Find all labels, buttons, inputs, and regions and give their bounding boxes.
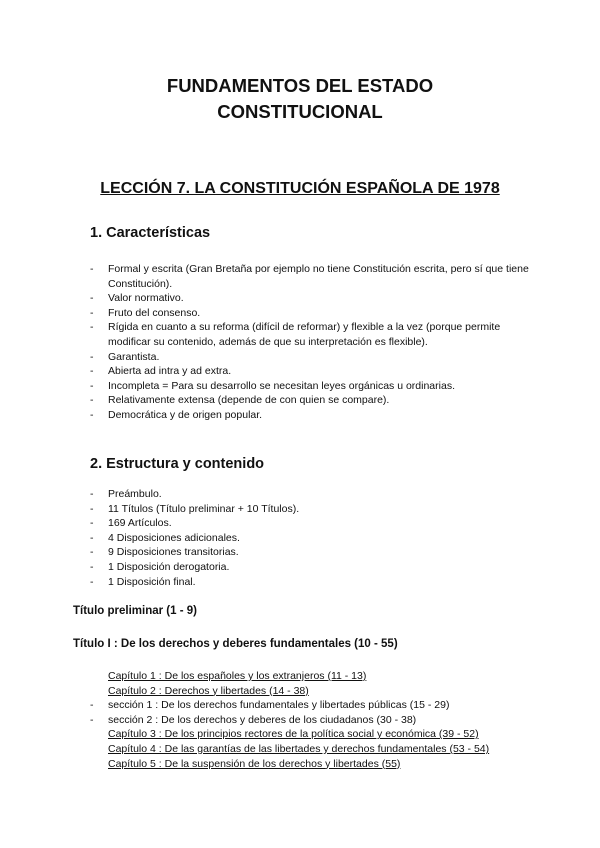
- titulo-preliminar: Título preliminar (1 - 9): [73, 605, 197, 617]
- titulo-1: Título I : De los derechos y deberes fundamentales (10 - 55): [73, 638, 398, 650]
- section-1-item: - sección 1 : De los derechos fundamentales y libertades públicas (15 - 29): [90, 699, 450, 712]
- list-item: - 1 Disposición derogatoria.: [90, 560, 230, 573]
- list-item: - Relativamente extensa (depende de con quien se compare).: [90, 394, 390, 407]
- list-item: - Formal y escrita (Gran Bretaña por ejemplo no tiene Constitución escrita, pero sí que tiene Constitución).: [90, 263, 529, 290]
- chapter-4-link[interactable]: Capítulo 4 : De las garantías de las libertades y derechos fundamentales (53 - 54): [108, 742, 490, 755]
- chapter-2-link[interactable]: Capítulo 2 : Derechos y libertades (14 - 38): [108, 684, 309, 697]
- section-1-heading: 1. Características: [90, 225, 211, 241]
- list-item: - 4 Disposiciones adicionales.: [90, 531, 240, 544]
- list-item: - Preámbulo.: [90, 488, 162, 500]
- chapter-1-link[interactable]: Capítulo 1 : De los españoles y los extranjeros (11 - 13): [108, 670, 367, 682]
- list-item: - Fruto del consenso.: [90, 306, 201, 319]
- section-2-heading: 2. Estructura y contenido: [90, 456, 265, 472]
- title-line-2: CONSTITUCIONAL: [217, 101, 383, 122]
- list-item: - Garantista.: [90, 350, 160, 363]
- list-item: - 11 Títulos (Título preliminar + 10 Títulos).: [90, 502, 300, 515]
- titulo-1-chapters: [0, 669, 600, 771]
- list-item: - Valor normativo.: [90, 292, 184, 305]
- list-item: - Democrática y de origen popular.: [90, 408, 263, 421]
- document-title: [0, 73, 600, 125]
- list-item: - Rígida en cuanto a su reforma (difícil de reformar) y flexible a la vez (porque permite modificar su contenido, además de que su interpretación es flexible).: [90, 321, 501, 348]
- list-item: - 9 Disposiciones transitorias.: [90, 546, 239, 559]
- lesson-heading: LECCIÓN 7. LA CONSTITUCIÓN ESPAÑOLA DE 1978: [100, 180, 500, 197]
- list-item: - 1 Disposición final.: [90, 575, 196, 588]
- section-2-item: - sección 2 : De los derechos y deberes de los ciudadanos (30 - 38): [90, 713, 417, 726]
- list-item: - Incompleta = Para su desarrollo se necesitan leyes orgánicas u ordinarias.: [90, 379, 455, 392]
- characteristics-list: [0, 262, 600, 423]
- structure-list: [0, 487, 600, 589]
- list-item: - Abierta ad intra y ad extra.: [90, 365, 232, 378]
- list-item: - 169 Artículos.: [90, 517, 172, 530]
- title-line-1: FUNDAMENTOS DEL ESTADO: [166, 75, 434, 96]
- chapter-5-link[interactable]: Capítulo 5 : De la suspensión de los derechos y libertades (55): [108, 757, 401, 770]
- chapter-3-link[interactable]: Capítulo 3 : De los principios rectores de la política social y económica (39 - 52): [108, 728, 479, 741]
